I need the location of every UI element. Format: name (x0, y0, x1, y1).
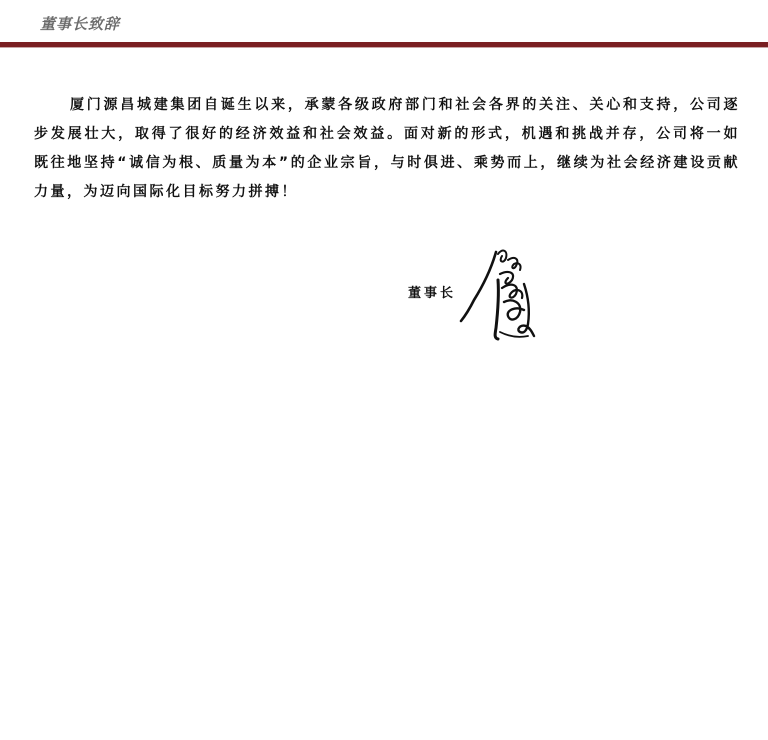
page-title: 董事长致辞 (40, 15, 121, 33)
chairman-message: 厦门源昌城建集团自诞生以来，承蒙各级政府部门和社会各界的关注、关心和支持，公司逐步发展壮大，取得了很好的经济效益和社会效益。面对新的形式，机遇和挑战并存，公司将一如既往地坚持“诚信为根、质量为本”的企业宗旨，与时俱进、乘势而上，继续为社会经济建设贡献力量，为迈向国际化目标努力拼搏！ (34, 97, 740, 200)
page-header (0, 0, 768, 44)
signature-label: 董事长 (408, 286, 457, 301)
handwritten-signature-icon (458, 244, 542, 344)
header-divider-shadow (0, 47, 768, 48)
